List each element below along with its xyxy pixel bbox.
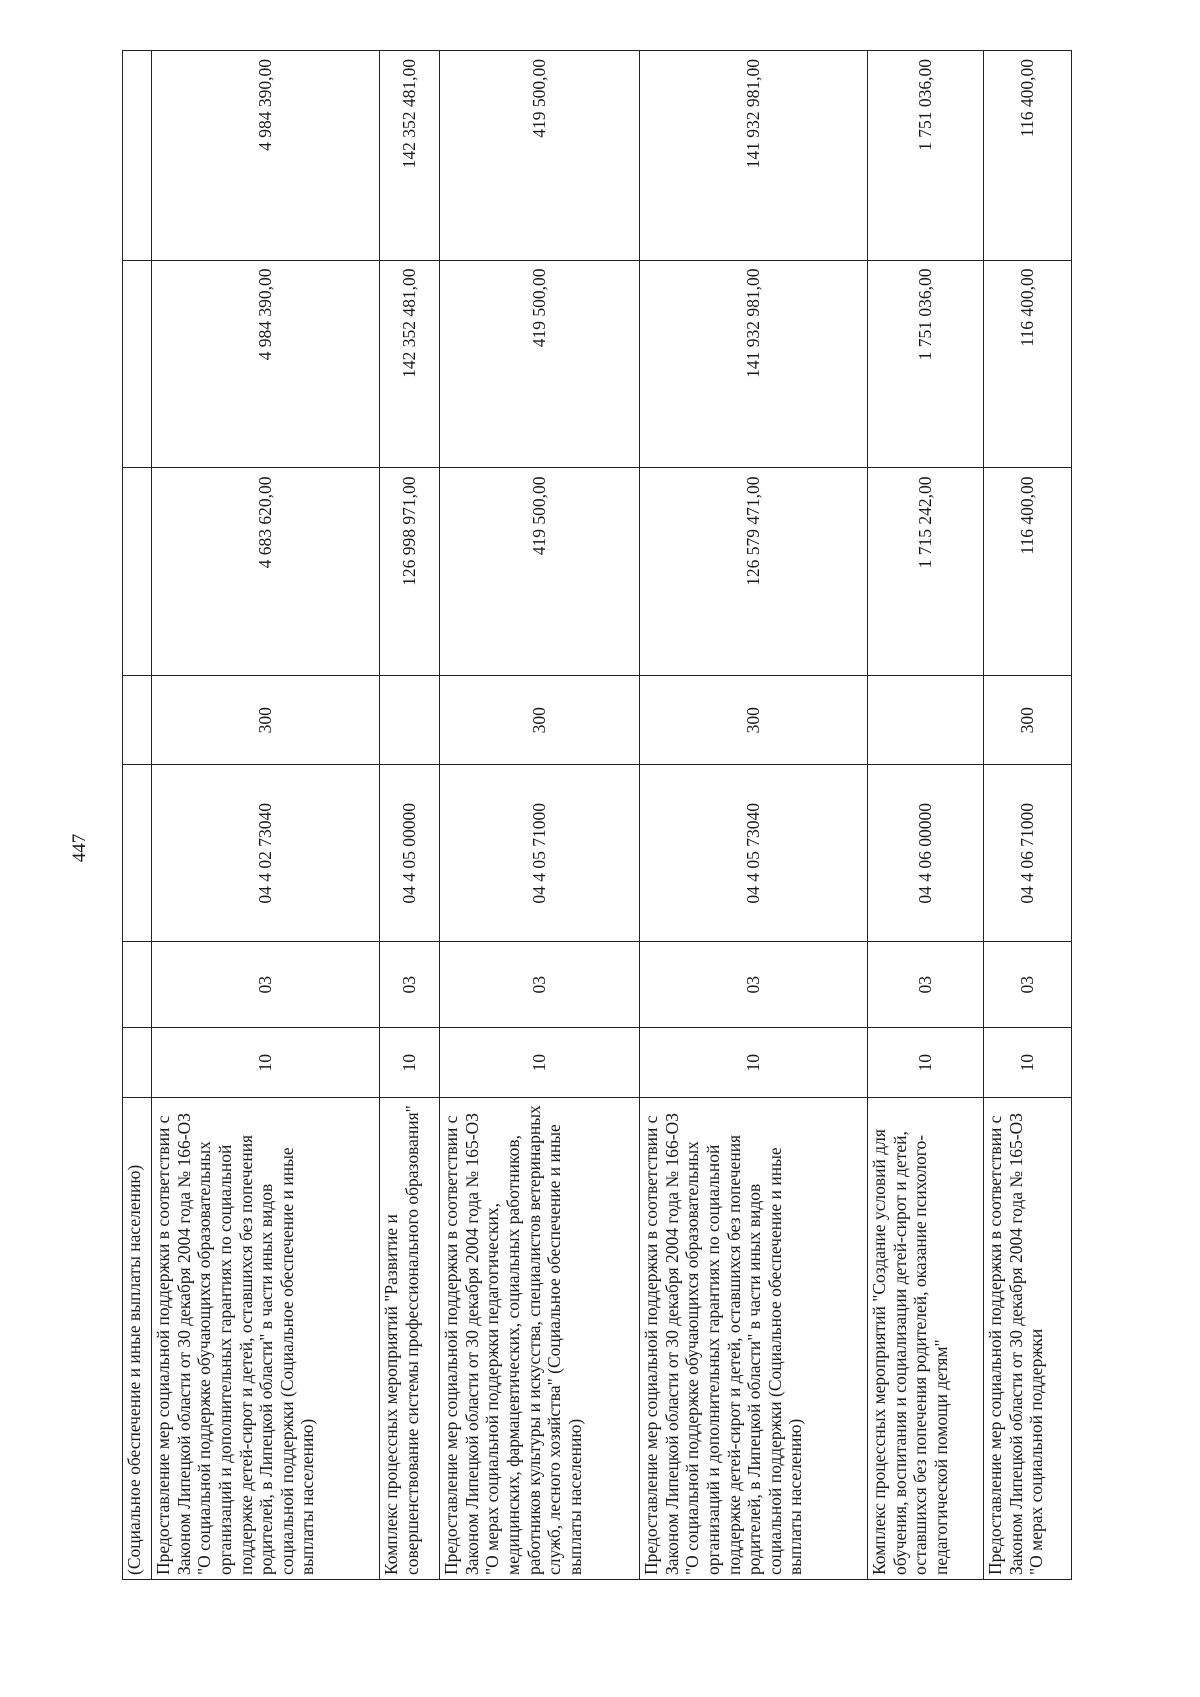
sum2-cell: 116 400,00	[983, 260, 1071, 468]
name-cell: Комплекс процессных мероприятий "Создание условий для обучения, воспитания и социализации детей-сирот и детей, оставшихся без попечения родителей, оказание психолого-педагогической помощи детям"	[867, 1098, 983, 1580]
sum2-cell: 142 352 481,00	[379, 260, 439, 468]
vr-cell: 300	[639, 676, 867, 765]
table-row	[379, 51, 439, 1580]
sum2-cell: 4 984 390,00	[152, 260, 380, 468]
name-cell: Комплекс процессных мероприятий "Развитие и совершенствование системы профессионального образования"	[379, 1098, 439, 1580]
table-row	[983, 51, 1071, 1580]
pr-cell: 03	[867, 942, 983, 1028]
sum2-cell: 141 932 981,00	[639, 260, 867, 468]
sum3-cell: 141 932 981,00	[639, 51, 867, 261]
sum1-cell: 419 500,00	[439, 468, 639, 676]
pr-cell: 03	[639, 942, 867, 1028]
sum3-cell: 116 400,00	[983, 51, 1071, 261]
vr-cell: 300	[152, 676, 380, 765]
sum1-cell: 4 683 620,00	[152, 468, 380, 676]
sum3-cell: 419 500,00	[439, 51, 639, 261]
table-row	[123, 51, 152, 1580]
rz-cell: 10	[379, 1028, 439, 1098]
name-cell: Предоставление мер социальной поддержки в соответствии с Законом Липецкой области от 30 декабря 2004 года № 165-ОЗ "О мерах социальной поддержки педагогических, медицинских, фармацевтических, социальных работников, работников культуры и искусства, специалистов ветеринарных служб, лесного хозяйства" (Социальное обеспечение и иные выплаты населению)	[439, 1098, 639, 1580]
table-cell	[123, 765, 152, 942]
sum1-cell: 116 400,00	[983, 468, 1071, 676]
section-cell: (Социальное обеспечение и иные выплаты населению)	[123, 1098, 152, 1580]
table-row	[152, 51, 380, 1580]
sum2-cell: 1 751 036,00	[867, 260, 983, 468]
pr-cell: 03	[379, 942, 439, 1028]
rz-cell: 10	[152, 1028, 380, 1098]
sum3-cell: 1 751 036,00	[867, 51, 983, 261]
table-row	[867, 51, 983, 1580]
sum3-cell: 142 352 481,00	[379, 51, 439, 261]
csr-cell: 04 4 05 00000	[379, 765, 439, 942]
sum1-cell: 126 579 471,00	[639, 468, 867, 676]
table-cell	[123, 942, 152, 1028]
table-row	[639, 51, 867, 1580]
table-row	[439, 51, 639, 1580]
csr-cell: 04 4 06 71000	[983, 765, 1071, 942]
table-cell	[123, 468, 152, 676]
name-cell: Предоставление мер социальной поддержки в соответствии с Законом Липецкой области от 30 декабря 2004 года № 165-ОЗ "О мерах социальной поддержки	[983, 1098, 1071, 1580]
vr-cell	[867, 676, 983, 765]
csr-cell: 04 4 06 00000	[867, 765, 983, 942]
budget-table	[122, 50, 1072, 1580]
name-cell: Предоставление мер социальной поддержки в соответствии с Законом Липецкой области от 30 декабря 2004 года № 166-ОЗ "О социальной поддержке обучающихся образовательных организаций и дополнительных гарантиях по социальной поддержке детей-сирот и детей, оставшихся без попечения родителей, в Липецкой области" в части иных видов социальной поддержки (Социальное обеспечение и иные выплаты населению)	[152, 1098, 380, 1580]
table-cell	[123, 676, 152, 765]
rz-cell: 10	[639, 1028, 867, 1098]
pr-cell: 03	[152, 942, 380, 1028]
sum1-cell: 1 715 242,00	[867, 468, 983, 676]
table-cell	[123, 1028, 152, 1098]
csr-cell: 04 4 02 73040	[152, 765, 380, 942]
table-cell	[123, 260, 152, 468]
name-cell: Предоставление мер социальной поддержки в соответствии с Законом Липецкой области от 30 декабря 2004 года № 166-ОЗ "О социальной поддержке обучающихся образовательных организаций и дополнительных гарантиях по социальной поддержке детей-сирот и детей, оставшихся без попечения родителей, в Липецкой области" в части иных видов социальной поддержки (Социальное обеспечение и иные выплаты населению)	[639, 1098, 867, 1580]
csr-cell: 04 4 05 71000	[439, 765, 639, 942]
page-number: 447	[69, 833, 90, 863]
pr-cell: 03	[439, 942, 639, 1028]
vr-cell	[379, 676, 439, 765]
sum1-cell: 126 998 971,00	[379, 468, 439, 676]
vr-cell: 300	[439, 676, 639, 765]
sum2-cell: 419 500,00	[439, 260, 639, 468]
rz-cell: 10	[983, 1028, 1071, 1098]
pr-cell: 03	[983, 942, 1071, 1028]
table-cell	[123, 51, 152, 261]
rz-cell: 10	[439, 1028, 639, 1098]
vr-cell: 300	[983, 676, 1071, 765]
sum3-cell: 4 984 390,00	[152, 51, 380, 261]
rz-cell: 10	[867, 1028, 983, 1098]
budget-table-rotated	[122, 50, 1072, 1580]
csr-cell: 04 4 05 73040	[639, 765, 867, 942]
